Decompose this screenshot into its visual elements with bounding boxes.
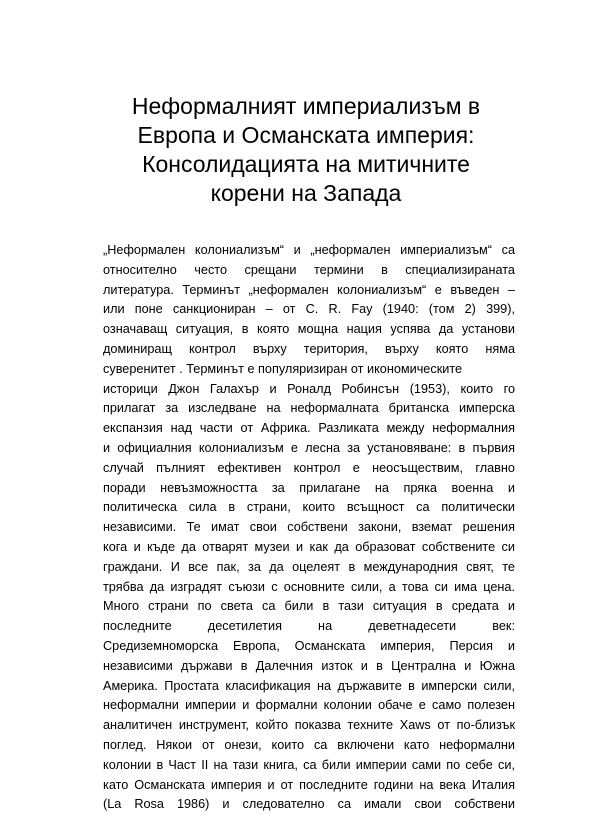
page-title bbox=[90, 92, 522, 208]
body-line: трябва да изградят съюзи с основните сили, а това си има цена. bbox=[103, 579, 515, 594]
title-line: Консолидацията на митичните bbox=[142, 151, 470, 177]
title-line: Неформалният империализъм в bbox=[131, 93, 481, 119]
body-line: експанзия над части от Африка. Разликата между неформалния bbox=[103, 421, 515, 436]
body-line: аналитичен инструмент, който показва техните Xaws от по-близък bbox=[103, 718, 515, 733]
body-line: поради невъзможността за прилагане на пряка военна и bbox=[103, 480, 515, 495]
body-line: литература. Терминът „неформален колониализъм“ е въведен – bbox=[103, 282, 515, 297]
body-line: неформални империи и формални колонии обаче е само полезен bbox=[103, 698, 515, 713]
body-line: Средиземноморска Европа, Османската империя, Персия и bbox=[103, 638, 515, 653]
body-line: независими държави в Далечния изток и в Централна и Южна bbox=[103, 658, 515, 673]
body-line: относително често срещани термини в специализираната bbox=[103, 262, 515, 277]
body-line: като Османската империя и от последните години на века Италия bbox=[103, 777, 515, 792]
body-line: и официалния колониализъм е лесна за установяване: в първия bbox=[103, 440, 515, 455]
body-line: последните десетилетия на деветнадесети век: bbox=[103, 619, 515, 634]
body-line: Америка. Простата класификация на държавите в имперски сили, bbox=[103, 678, 515, 693]
title-line: корени на Запада bbox=[210, 180, 402, 206]
body-paragraph bbox=[103, 241, 515, 815]
body-line: случай пълният ефективен контрол е неосъществим, главно bbox=[103, 460, 515, 475]
body-line: колонии в Част II на тази книга, са били империи сами по себе си, bbox=[103, 757, 515, 772]
body-line: независими. Те имат свои собствени закони, вземат решения bbox=[103, 520, 515, 535]
body-line: Много страни по света са били в тази ситуация в средата и bbox=[103, 599, 515, 614]
body-line: или поне санкциониран – от C. R. Fay (1940: (том 2) 399), bbox=[103, 302, 515, 317]
body-line: суверенитет . Терминът е популяризиран от икономическите bbox=[103, 361, 463, 376]
body-line: означаващ ситуация, в която мощна нация успява да установи bbox=[103, 322, 515, 337]
body-line: прилагат за изследване на неформалната британска имперска bbox=[103, 401, 515, 416]
title-line: Европа и Османската империя: bbox=[137, 122, 475, 148]
body-line: доминиращ контрол върху територия, върху която няма bbox=[103, 341, 515, 356]
body-line: историци Джон Галахър и Роналд Робинсън (1953), които го bbox=[103, 381, 515, 396]
body-line: граждани. И все пак, за да оцелеят в международния свят, те bbox=[103, 559, 515, 574]
body-line: поглед. Някои от онези, които са включени като неформални bbox=[103, 737, 515, 752]
body-line: кога и къде да отварят музеи и как да образоват собствените си bbox=[103, 539, 515, 554]
body-line: политическа сила в страни, които всъщност са политически bbox=[103, 500, 515, 515]
body-line: „Неформален колониализъм“ и „неформален империализъм“ са bbox=[103, 243, 515, 257]
body-line: (La Rosa 1986) и следователно са имали свои собствени bbox=[103, 797, 515, 812]
